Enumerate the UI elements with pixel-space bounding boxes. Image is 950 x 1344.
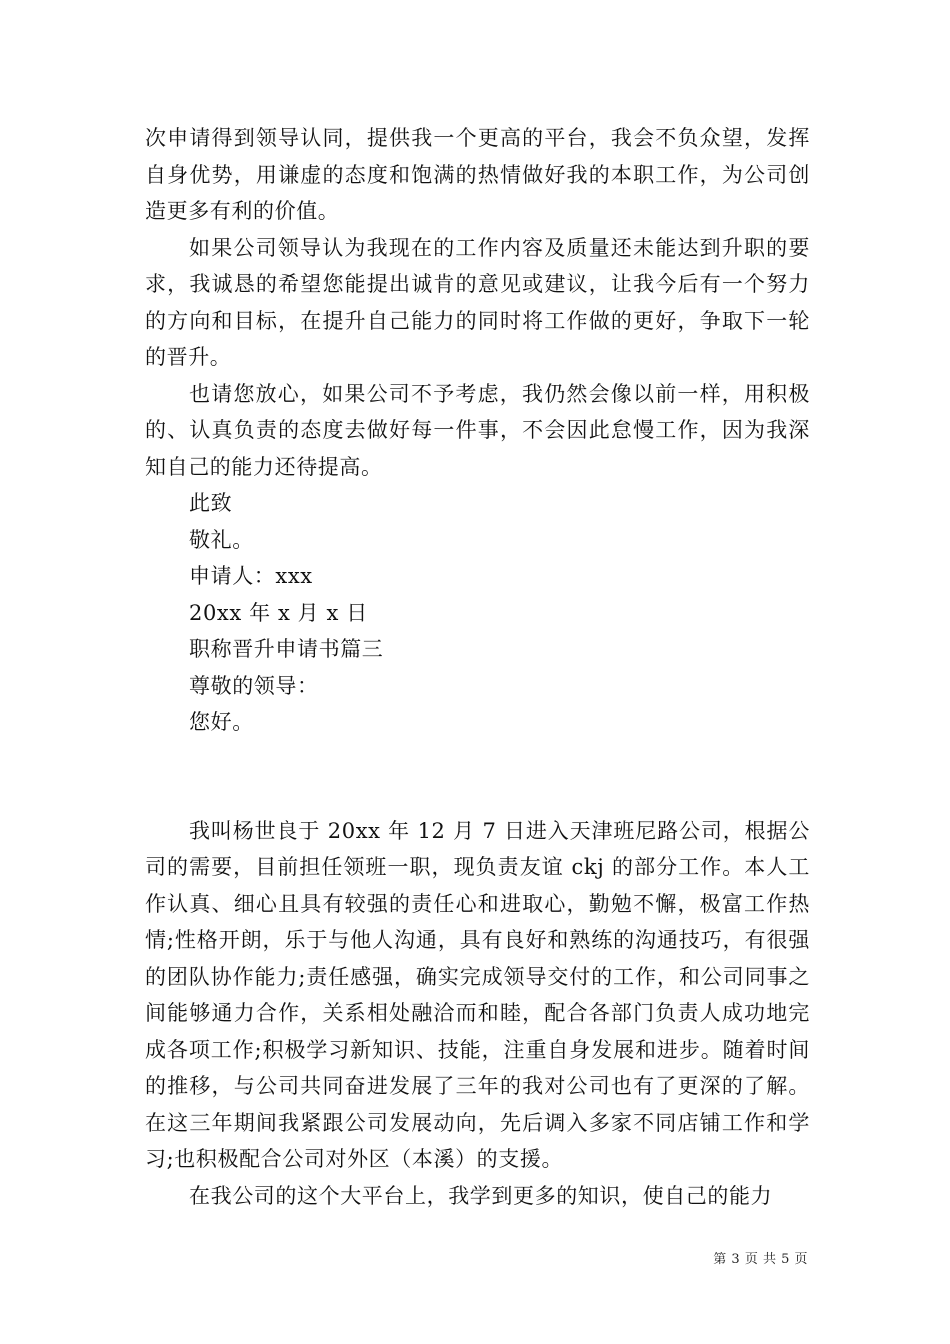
paragraph-self-introduction: 我叫杨世良于 20xx 年 12 月 7 日进入天津班尼路公司，根据公司的需要，目前担任领班一职，现负责友谊 ckj 的部分工作。本人工作认真、细心且具有较强的责任心和进取心，勤勉不懈，极富工作热情;性格开朗，乐于与他人沟通，具有良好和熟练的沟通技巧，有很强的团队协作能力;责任感强，确实完成领导交付的工作，和公司同事之间能够通力合作，关系相处融洽而和睦，配合各部门负责人成功地完成各项工作;积极学习新知识、技能，注重自身发展和进步。随着时间的推移，与公司共同奋进发展了三年的我对公司也有了更深的了解。在这三年期间我紧跟公司发展动向，先后调入多家不同店铺工作和学习;也积极配合公司对外区（本溪）的支援。 (145, 818, 810, 1171)
paragraph-reassurance: 也请您放心，如果公司不予考虑，我仍然会像以前一样，用积极的、认真负责的态度去做好每一件事，不会因此怠慢工作，因为我深知自己的能力还待提高。 (145, 381, 810, 479)
paragraph-promotion-requirements: 如果公司领导认为我现在的工作内容及质量还未能达到升职的要求，我诚恳的希望您能提出诚肯的意见或建议，让我今后有一个努力的方向和目标，在提升自己能力的同时将工作做的更好，争取下一轮的晋升。 (145, 235, 810, 369)
document-body (145, 120, 810, 1214)
section-title: 职称晋升申请书篇三 (189, 637, 384, 661)
paragraph-continuation: 次申请得到领导认同，提供我一个更高的平台，我会不负众望，发挥自身优势，用谦虚的态度和饱满的热情做好我的本职工作，为公司创造更多有利的价值。 (145, 126, 810, 223)
salutation: 尊敬的领导： (189, 673, 319, 698)
greeting: 您好。 (189, 710, 254, 734)
closing-line-2: 敬礼。 (189, 527, 254, 552)
closing-line-1: 此致 (189, 491, 233, 515)
date-line: 20xx 年 x 月 x 日 (189, 600, 368, 625)
paragraph-platform: 在我公司的这个大平台上，我学到更多的知识，使自己的能力 (189, 1183, 773, 1208)
page-number-footer: 第 3 页 共 5 页 (713, 1252, 808, 1267)
applicant-line: 申请人：xxx (189, 564, 313, 588)
blank-gap (145, 741, 810, 813)
